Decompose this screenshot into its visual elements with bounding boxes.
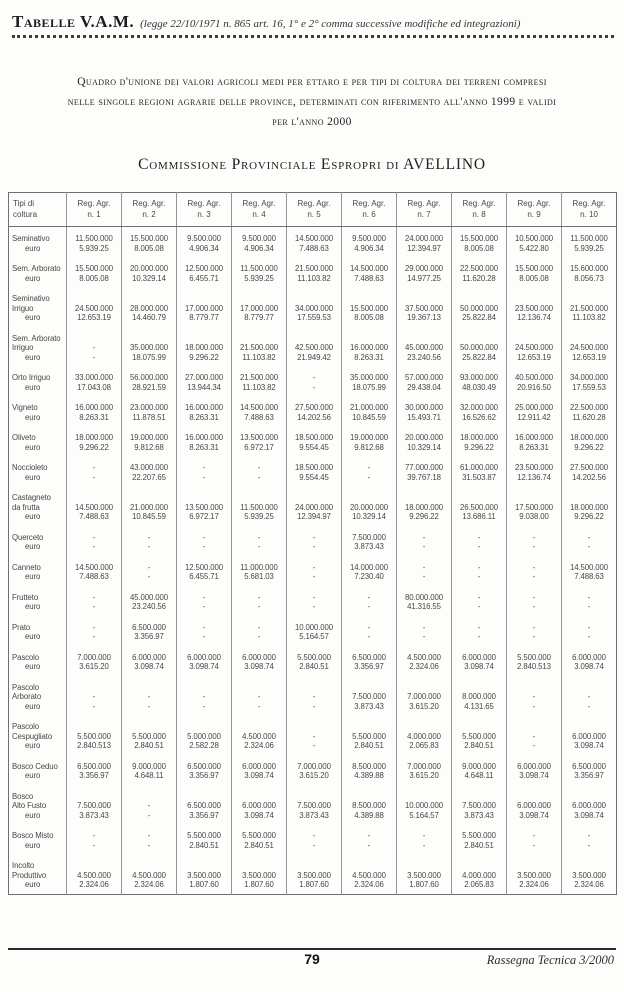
value-cell: 3.500.000 1.807.60 [397,854,452,894]
table-row [9,755,617,785]
euro-label: euro [25,512,41,522]
euro-label: euro [25,741,41,751]
value-cell: 26.500.000 13.686.11 [452,486,507,526]
value-cell: 15.500.000 8.005.08 [507,257,562,287]
value-cell: 23.500.000 12.136.74 [507,287,562,327]
value-cell: 16.000.000 8.263.31 [67,396,122,426]
column-header-reg-agr-10: Reg. Agr. n. 10 [562,193,617,227]
euro-label: euro [25,442,41,452]
value-cell: - - [562,824,617,854]
value-cell: 9.500.000 4.906.34 [177,227,232,258]
value-cell: - - [342,456,397,486]
value-cell: 12.500.000 6.455.71 [177,556,232,586]
value-cell: 35.000.000 18.075.99 [122,327,177,367]
value-cell: 9.000.000 4.648.11 [452,755,507,785]
value-cell: 45.000.000 23.240.56 [122,586,177,616]
value-cell: - - [232,616,287,646]
value-cell: 21.500.000 11.103.82 [562,287,617,327]
table-row [9,486,617,526]
column-header-reg-agr-1: Reg. Agr. n. 1 [67,193,122,227]
value-cell: 4.500.000 2.324.06 [232,715,287,755]
value-cell: - - [287,556,342,586]
value-cell: 3.500.000 2.324.06 [562,854,617,894]
table-row [9,456,617,486]
row-label: Canneto euro [9,556,67,586]
value-cell: 21.000.000 10.845.59 [342,396,397,426]
value-cell: 18.500.000 9.554.45 [287,456,342,486]
table-row [9,327,617,367]
value-cell: 40.500.000 20.916.50 [507,366,562,396]
row-label: Pascolo Cespugliato euro [9,715,67,755]
value-cell: 6.500.000 3.356.97 [177,785,232,825]
value-cell: 14.500.000 7.488.63 [67,556,122,586]
value-cell: 4.500.000 2.324.06 [397,646,452,676]
row-label: Pascolo Arborato euro [9,676,67,716]
value-cell: 61.000.000 31.503.87 [452,456,507,486]
value-cell: 17.000.000 8.779.77 [232,287,287,327]
value-cell: 8.500.000 4.389.88 [342,755,397,785]
value-cell: 22.500.000 11.620.28 [562,396,617,426]
value-cell: 50.000.000 25.822.84 [452,327,507,367]
value-cell: 11.500.000 5.939.25 [232,486,287,526]
value-cell: 7.000.000 3.615.20 [397,755,452,785]
column-header-reg-agr-4: Reg. Agr. n. 4 [232,193,287,227]
euro-label: euro [25,632,41,642]
value-cell: 4.500.000 2.324.06 [67,854,122,894]
value-cell: 6.000.000 3.098.74 [562,715,617,755]
euro-label: euro [25,412,41,422]
value-cell: 13.500.000 6.972.17 [232,426,287,456]
page-title: Tabelle V.A.M. [12,12,135,31]
value-cell: 10.500.000 5.422.80 [507,227,562,258]
value-cell: 20.000.000 10.329.14 [342,486,397,526]
value-cell: 18.000.000 9.296.22 [562,486,617,526]
value-cell: - - [562,616,617,646]
row-label: Pascolo euro [9,646,67,676]
value-cell: - - [177,456,232,486]
value-cell: 9.500.000 4.906.34 [342,227,397,258]
value-cell: - - [177,526,232,556]
value-cell: 18.000.000 9.296.22 [67,426,122,456]
value-cell: 24.000.000 12.394.97 [287,486,342,526]
table-row [9,616,617,646]
value-cell: 6.000.000 3.098.74 [232,755,287,785]
column-header-reg-agr-7: Reg. Agr. n. 7 [397,193,452,227]
euro-label: euro [25,542,41,552]
value-cell: - - [507,586,562,616]
value-cell: 33.000.000 17.043.08 [67,366,122,396]
value-cell: - - [67,526,122,556]
value-cell: 42.500.000 21.949.42 [287,327,342,367]
value-cell: 5.500.000 2.840.51 [342,715,397,755]
value-cell: 6.000.000 3.098.74 [232,785,287,825]
value-cell: - - [452,556,507,586]
table-row [9,586,617,616]
euro-label: euro [25,880,41,890]
value-cell: 5.500.000 2.840.51 [287,646,342,676]
value-cell: - - [67,616,122,646]
masthead [8,10,616,38]
value-cell: 6.000.000 3.098.74 [122,646,177,676]
value-cell: - - [67,824,122,854]
table-row [9,396,617,426]
value-cell: 21.500.000 11.103.82 [232,327,287,367]
value-cell: - - [562,586,617,616]
value-cell: - - [287,586,342,616]
value-cell: 19.000.000 9.812.68 [342,426,397,456]
value-cell: 5.500.000 2.840.513 [507,646,562,676]
value-cell: - - [287,676,342,716]
value-cell: 20.000.000 10.329.14 [122,257,177,287]
value-cell: 11.500.000 5.939.25 [562,227,617,258]
euro-label: euro [25,662,41,672]
page-footer [8,948,616,972]
value-cell: - - [287,366,342,396]
value-cell: 14.500.000 7.488.63 [287,227,342,258]
value-cell: 7.500.000 3.873.43 [287,785,342,825]
table-row [9,287,617,327]
value-cell: 32.000.000 16.526.62 [452,396,507,426]
vam-table [8,192,617,895]
row-label: Sem. Arborato euro [9,257,67,287]
value-cell: 6.500.000 3.356.97 [67,755,122,785]
row-label: Orto Irriguo euro [9,366,67,396]
value-cell: - - [67,456,122,486]
value-cell: 6.500.000 3.356.97 [177,755,232,785]
table-row [9,426,617,456]
row-label: Oliveto euro [9,426,67,456]
page-number: 79 [304,951,320,967]
value-cell: 5.500.000 2.840.51 [122,715,177,755]
row-label: Bosco Alto Fusto euro [9,785,67,825]
value-cell: - - [507,556,562,586]
intro-paragraph: Quadro d'unione dei valori agricoli medi per ettaro e per tipi di coltura dei terreni compresi nelle singole regioni agrarie delle province, determinati con riferimento all'anno 1999 e validi per l'anno 2000 [67,76,557,129]
value-cell: - - [67,586,122,616]
row-label: Bosco Ceduo euro [9,755,67,785]
table-header-row [9,193,617,227]
value-cell: 6.000.000 3.098.74 [562,646,617,676]
value-cell: - - [507,715,562,755]
value-cell: 7.000.000 3.615.20 [397,676,452,716]
value-cell: - - [397,824,452,854]
euro-label: euro [25,771,41,781]
commission-heading: Commissione Provinciale Espropri di AVELLINO [138,156,486,174]
row-label: Seminativo Irriguo euro [9,287,67,327]
value-cell: 23.500.000 12.136.74 [507,456,562,486]
value-cell: 4.000.000 2.065.83 [452,854,507,894]
value-cell: 18.000.000 9.296.22 [397,486,452,526]
value-cell: 18.500.000 9.554.45 [287,426,342,456]
value-cell: - - [452,526,507,556]
value-cell: 4.000.000 2.065.83 [397,715,452,755]
value-cell: 10.000.000 5.164.57 [287,616,342,646]
value-cell: - - [287,526,342,556]
value-cell: 13.500.000 6.972.17 [177,486,232,526]
value-cell: - - [507,676,562,716]
value-cell: 16.000.000 8.263.31 [177,426,232,456]
row-label: Vigneto euro [9,396,67,426]
value-cell: 6.000.000 3.098.74 [562,785,617,825]
value-cell: 27.500.000 14.202.56 [562,456,617,486]
column-header-reg-agr-9: Reg. Agr. n. 9 [507,193,562,227]
value-cell: - - [232,676,287,716]
table-row [9,526,617,556]
value-cell: 77.000.000 39.767.18 [397,456,452,486]
value-cell: - - [397,556,452,586]
value-cell: 3.500.000 1.807.60 [232,854,287,894]
journal-name: Rassegna Tecnica 3/2000 [486,953,614,967]
value-cell: 4.500.000 2.324.06 [122,854,177,894]
value-cell: 29.000.000 14.977.25 [397,257,452,287]
value-cell: 8.000.000 4.131.65 [452,676,507,716]
value-cell: - - [122,526,177,556]
value-cell: 16.000.000 8.263.31 [507,426,562,456]
value-cell: 50.000.000 25.822.84 [452,287,507,327]
row-label: Seminativo euro [9,227,67,258]
row-label: Noccioleto euro [9,456,67,486]
table-row [9,646,617,676]
value-cell: - - [342,616,397,646]
value-cell: 21.500.000 11.103.82 [287,257,342,287]
column-header-reg-agr-3: Reg. Agr. n. 3 [177,193,232,227]
value-cell: - - [122,824,177,854]
value-cell: 16.000.000 8.263.31 [342,327,397,367]
value-cell: 9.500.000 4.906.34 [232,227,287,258]
value-cell: 7.500.000 3.873.43 [342,526,397,556]
euro-label: euro [25,243,41,253]
value-cell: - - [452,586,507,616]
value-cell: - - [177,676,232,716]
value-cell: 18.000.000 9.296.22 [177,327,232,367]
value-cell: 6.000.000 3.098.74 [177,646,232,676]
value-cell: 15.500.000 8.005.08 [342,287,397,327]
value-cell: 14.500.000 7.488.63 [67,486,122,526]
value-cell: 15.500.000 8.005.08 [67,257,122,287]
value-cell: - - [122,556,177,586]
value-cell: 15.500.000 8.005.08 [452,227,507,258]
value-cell: - - [67,327,122,367]
value-cell: 37.500.000 19.367.13 [397,287,452,327]
value-cell: 11.000.000 5.681.03 [232,556,287,586]
value-cell: 25.000.000 12.911.42 [507,396,562,426]
value-cell: 23.000.000 11.878.51 [122,396,177,426]
value-cell: 45.000.000 23.240.56 [397,327,452,367]
value-cell: 11.500.000 5.939.25 [67,227,122,258]
euro-label: euro [25,382,41,392]
value-cell: 6.000.000 3.098.74 [452,646,507,676]
value-cell: 57.000.000 29.438.04 [397,366,452,396]
table-row [9,366,617,396]
value-cell: 7.500.000 3.873.43 [67,785,122,825]
value-cell: 7.500.000 3.873.43 [342,676,397,716]
value-cell: - - [287,824,342,854]
value-cell: - - [507,616,562,646]
value-cell: 93.000.000 48.030.49 [452,366,507,396]
value-cell: - - [397,526,452,556]
row-label: Incolto Produttivo euro [9,854,67,894]
value-cell: 21.500.000 11.103.82 [232,366,287,396]
table-body [9,227,617,895]
table-row [9,257,617,287]
value-cell: - - [232,526,287,556]
table-row [9,676,617,716]
value-cell: 3.500.000 1.807.60 [177,854,232,894]
value-cell: - - [122,785,177,825]
value-cell: 5.500.000 2.840.51 [452,824,507,854]
row-label: Bosco Misto euro [9,824,67,854]
euro-label: euro [25,810,41,820]
table-row [9,227,617,258]
value-cell: 16.000.000 8.263.31 [177,396,232,426]
value-cell: 35.000.000 18.075.99 [342,366,397,396]
value-cell: 18.000.000 9.296.22 [452,426,507,456]
column-header-reg-agr-2: Reg. Agr. n. 2 [122,193,177,227]
euro-label: euro [25,572,41,582]
value-cell: 21.000.000 10.845.59 [122,486,177,526]
value-cell: 20.000.000 10.329.14 [397,426,452,456]
value-cell: 19.000.000 9.812.68 [122,426,177,456]
value-cell: 9.000.000 4.648.11 [122,755,177,785]
value-cell: 8.500.000 4.389.88 [342,785,397,825]
euro-label: euro [25,472,41,482]
value-cell: 3.500.000 2.324.06 [507,854,562,894]
value-cell: 14.000.000 7.230.40 [342,556,397,586]
value-cell: 3.500.000 1.807.60 [287,854,342,894]
value-cell: 7.500.000 3.873.43 [452,785,507,825]
value-cell: 56.000.000 28.921.59 [122,366,177,396]
euro-label: euro [25,352,41,362]
value-cell: 43.000.000 22.207.65 [122,456,177,486]
value-cell: 14.500.000 7.488.63 [342,257,397,287]
value-cell: 5.500.000 2.840.513 [67,715,122,755]
value-cell: 24.500.000 12.653.19 [67,287,122,327]
value-cell: 27.000.000 13.944.34 [177,366,232,396]
value-cell: - - [397,616,452,646]
row-label: Castagneto da frutta euro [9,486,67,526]
column-header-tipi-di-coltura: Tipi di coltura [9,193,67,227]
dotted-divider [12,35,614,38]
table-row [9,715,617,755]
table-row [9,785,617,825]
value-cell: 10.000.000 5.164.57 [397,785,452,825]
value-cell: - - [562,676,617,716]
value-cell: 24.500.000 12.653.19 [507,327,562,367]
value-cell: 15.500.000 8.005.08 [122,227,177,258]
value-cell: 18.000.000 9.296.22 [562,426,617,456]
value-cell: - - [177,586,232,616]
value-cell: 6.000.000 3.098.74 [507,785,562,825]
table-row [9,824,617,854]
value-cell: 24.000.000 12.394.97 [397,227,452,258]
euro-label: euro [25,701,41,711]
value-cell: 6.000.000 3.098.74 [232,646,287,676]
value-cell: - - [507,526,562,556]
value-cell: 12.500.000 6.455.71 [177,257,232,287]
value-cell: 5.500.000 2.840.51 [232,824,287,854]
value-cell: 5.500.000 2.840.51 [177,824,232,854]
value-cell: 24.500.000 12.653.19 [562,327,617,367]
value-cell: 6.500.000 3.356.97 [562,755,617,785]
euro-label: euro [25,273,41,283]
value-cell: 14.500.000 7.488.63 [562,556,617,586]
value-cell: - - [342,586,397,616]
value-cell: 7.000.000 3.615.20 [287,755,342,785]
value-cell: - - [287,715,342,755]
value-cell: 34.000.000 17.559.53 [287,287,342,327]
value-cell: 6.500.000 3.356.97 [342,646,397,676]
value-cell: 7.000.000 3.615.20 [67,646,122,676]
value-cell: - - [122,676,177,716]
value-cell: 5.500.000 2.840.51 [452,715,507,755]
value-cell: 27.500.000 14.202.56 [287,396,342,426]
value-cell: 15.600.000 8.056.73 [562,257,617,287]
row-label: Prato euro [9,616,67,646]
value-cell: - - [507,824,562,854]
value-cell: - - [177,616,232,646]
table-row [9,854,617,894]
table-row [9,556,617,586]
value-cell: 30.000.000 15.493.71 [397,396,452,426]
value-cell: 4.500.000 2.324.06 [342,854,397,894]
value-cell: - - [232,456,287,486]
value-cell: - - [67,676,122,716]
value-cell: - - [452,616,507,646]
euro-label: euro [25,602,41,612]
value-cell: 14.500.000 7.488.63 [232,396,287,426]
value-cell: - - [562,526,617,556]
value-cell: 17.500.000 9.038.00 [507,486,562,526]
law-reference: (legge 22/10/1971 n. 865 art. 16, 1° e 2° comma successive modifiche ed integrazioni) [140,18,521,30]
value-cell: - - [232,586,287,616]
value-cell: 22.500.000 11.620.28 [452,257,507,287]
row-label: Querceto euro [9,526,67,556]
value-cell: 6.000.000 3.098.74 [507,755,562,785]
column-header-reg-agr-8: Reg. Agr. n. 8 [452,193,507,227]
value-cell: 28.000.000 14.460.79 [122,287,177,327]
euro-label: euro [25,840,41,850]
row-label: Frutteto euro [9,586,67,616]
value-cell: 34.000.000 17.559.53 [562,366,617,396]
row-label: Sem. Arborato Irriguo euro [9,327,67,367]
value-cell: 11.500.000 5.939.25 [232,257,287,287]
column-header-reg-agr-5: Reg. Agr. n. 5 [287,193,342,227]
column-header-reg-agr-6: Reg. Agr. n. 6 [342,193,397,227]
value-cell: 5.000.000 2.582.28 [177,715,232,755]
value-cell: 80.000.000 41.316.55 [397,586,452,616]
value-cell: 6.500.000 3.356.97 [122,616,177,646]
value-cell: - - [342,824,397,854]
value-cell: 17.000.000 8.779.77 [177,287,232,327]
euro-label: euro [25,313,41,323]
